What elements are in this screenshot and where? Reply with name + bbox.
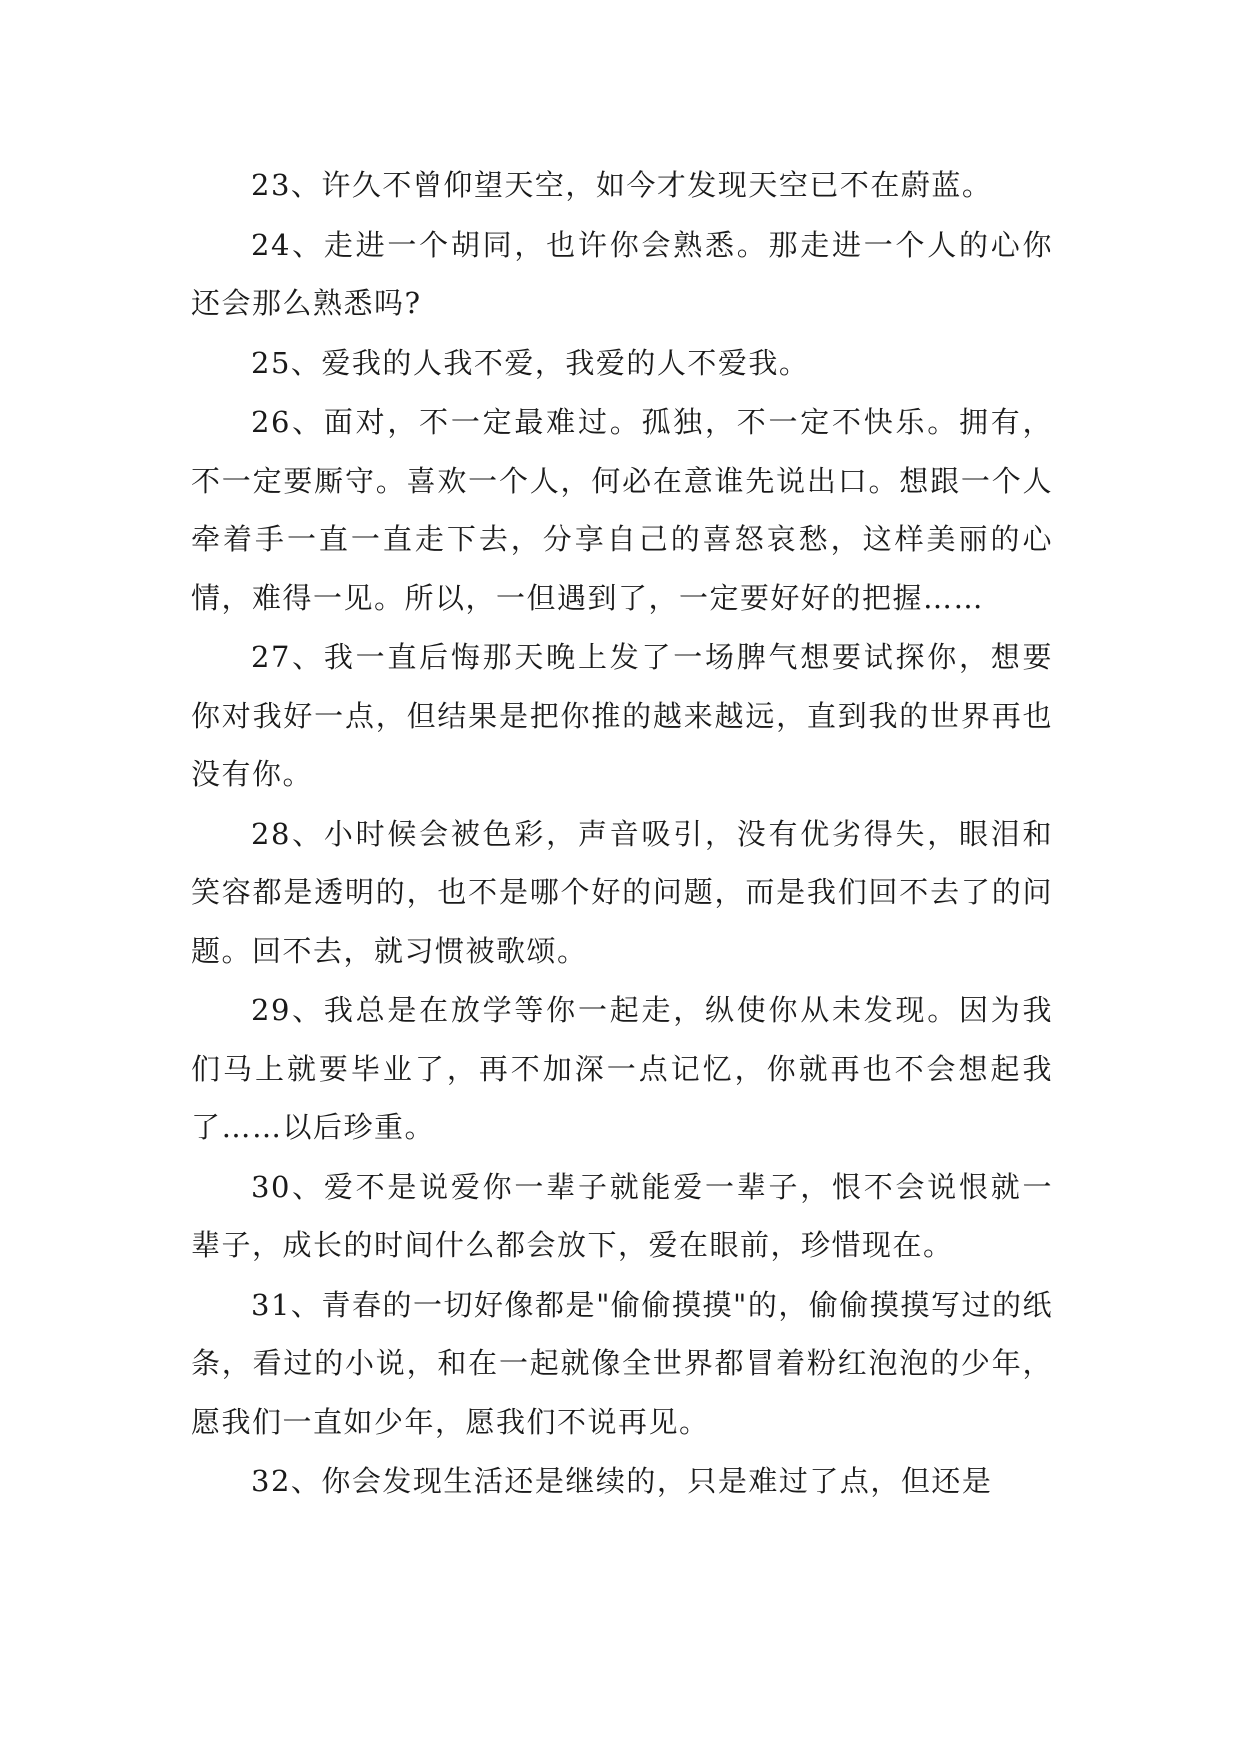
paragraph-25: 25、爱我的人我不爱，我爱的人不爱我。 (251, 345, 810, 380)
paragraph-32: 32、你会发现生活还是继续的，只是难过了点，但还是 (251, 1464, 993, 1498)
paragraph-28: 28、小时候会被色彩，声音吸引，没有优劣得失，眼泪和笑容都是透明的，也不是哪个好的问题，而是我们回不去了的问题。回不去，就习惯被歌颂。 (191, 816, 1053, 968)
paragraph-30: 30、爱不是说爱你一辈子就能爱一辈子，恨不会说恨就一辈子，成长的时间什么都会放下，爱在眼前，珍惜现在。 (191, 1169, 1053, 1262)
document-body (191, 156, 1053, 1512)
paragraph-27: 27、我一直后悔那天晚上发了一场脾气想要试探你，想要你对我好一点，但结果是把你推的越来越远，直到我的世界再也没有你。 (191, 640, 1053, 791)
paragraph-26: 26、面对，不一定最难过。孤独，不一定不快乐。拥有，不一定要厮守。喜欢一个人，何必在意谁先说出口。想跟一个人牵着手一直一直走下去，分享自己的喜怒哀愁，这样美丽的心情，难得一见。所以，一但遇到了，一定要好好的把握…… (191, 405, 1053, 615)
paragraph-29: 29、我总是在放学等你一起走，纵使你从未发现。因为我们马上就要毕业了，再不加深一点记忆，你就再也不会想起我了……以后珍重。 (191, 993, 1053, 1144)
paragraph-24: 24、走进一个胡同，也许你会熟悉。那走进一个人的心你还会那么熟悉吗? (191, 227, 1053, 320)
paragraph-31: 31、青春的一切好像都是"偷偷摸摸"的，偷偷摸摸写过的纸条，看过的小说，和在一起就像全世界都冒着粉红泡泡的少年，愿我们一直如少年，愿我们不说再见。 (191, 1287, 1053, 1439)
paragraph-23: 23、许久不曾仰望天空，如今才发现天空已不在蔚蓝。 (251, 168, 993, 202)
